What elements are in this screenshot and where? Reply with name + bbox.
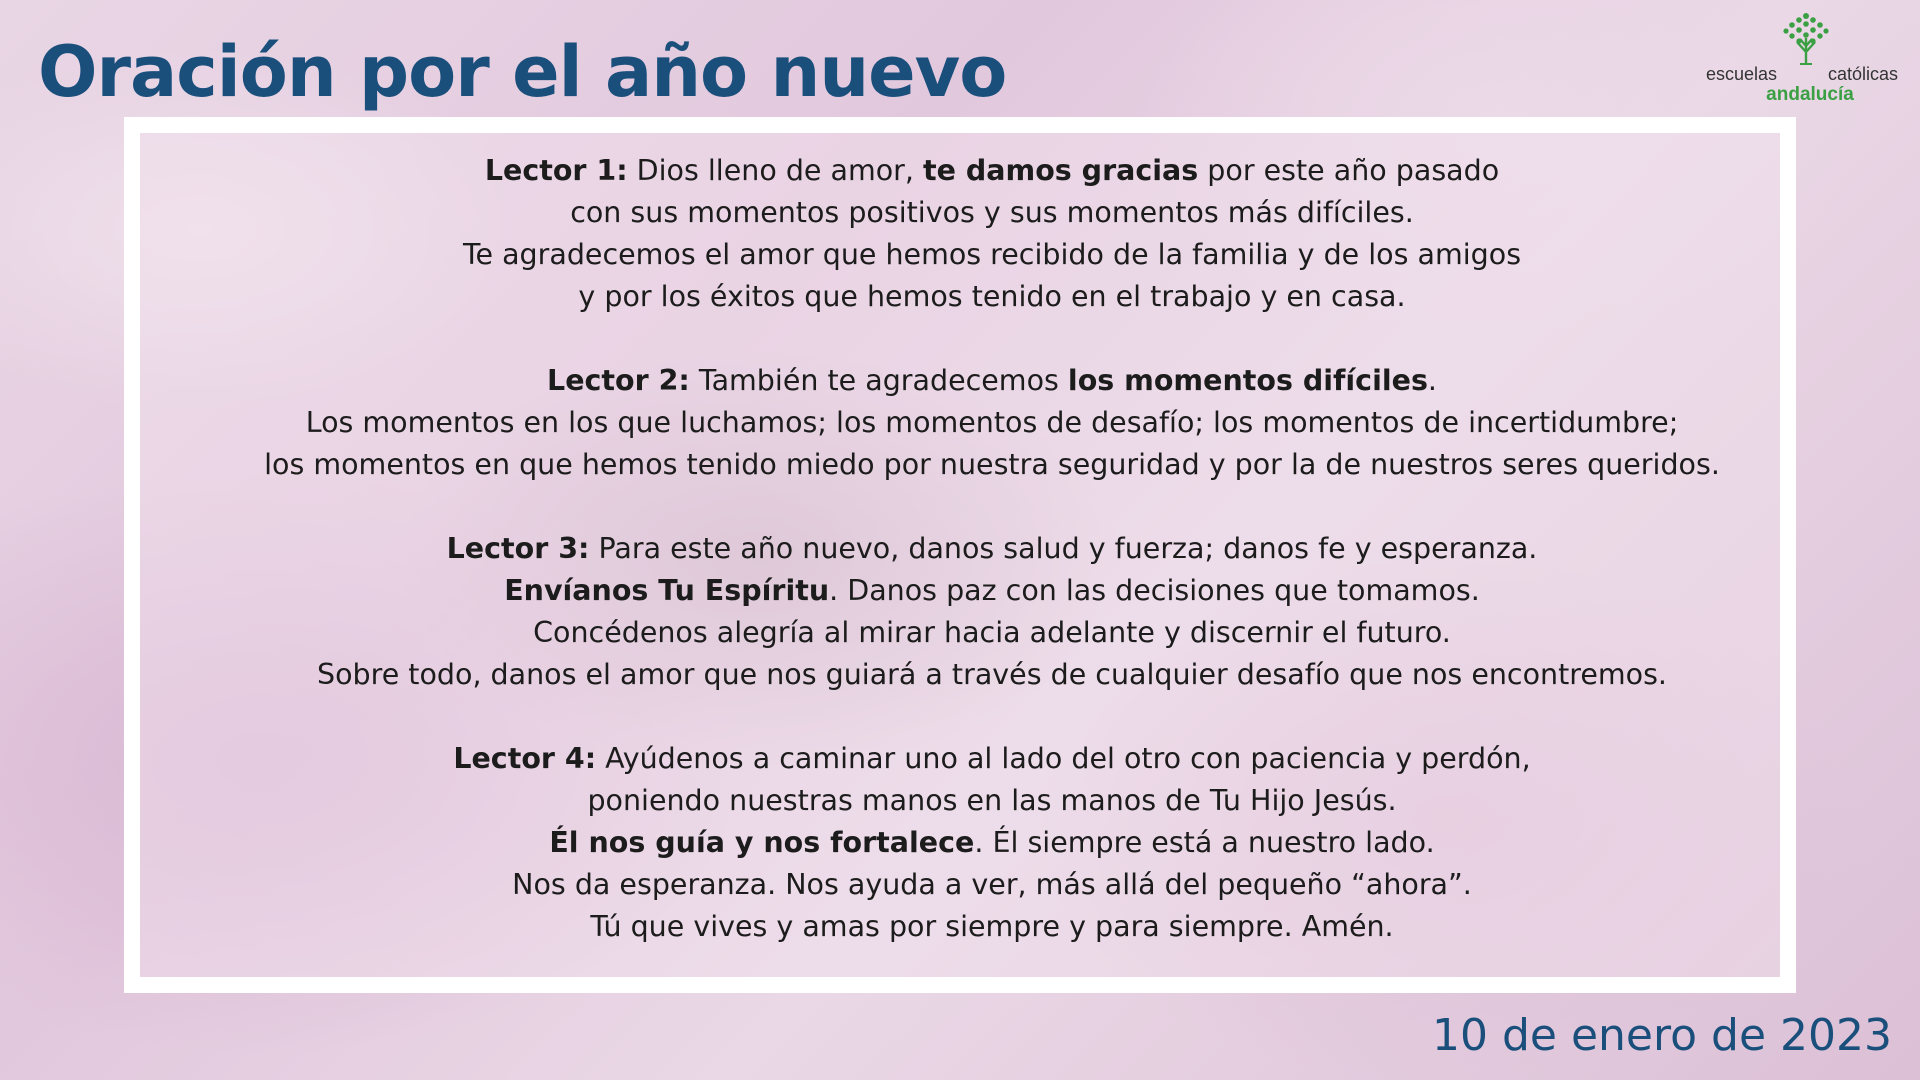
tree-icon: [1780, 12, 1832, 66]
line-text: Ayúdenos a caminar uno al lado del otro con paciencia y perdón,: [596, 742, 1531, 775]
stanza-lector-4: [140, 738, 1844, 948]
line-text: También te agradecemos: [689, 364, 1068, 397]
emphasis-text: Envíanos Tu Espíritu: [504, 574, 830, 607]
emphasis-text: te damos gracias: [923, 154, 1199, 187]
prayer-text: [140, 150, 1844, 990]
line-text: . Él siempre está a nuestro lado.: [974, 826, 1435, 859]
prayer-line: poniendo nuestras manos en las manos de Tu Hijo Jesús.: [587, 784, 1397, 817]
prayer-line: [140, 822, 1844, 864]
logo-word-escuelas: escuelas: [1706, 64, 1778, 84]
prayer-line: [140, 150, 1844, 192]
line-text: Dios lleno de amor,: [627, 154, 924, 187]
stanza-lector-1: [140, 150, 1844, 318]
reader-label: Lector 4:: [453, 742, 597, 775]
escuelas-catolicas-logo: [1700, 12, 1910, 107]
line-text: por este año pasado: [1198, 154, 1500, 187]
date-label: 10 de enero de 2023: [1432, 1010, 1892, 1061]
prayer-line: y por los éxitos que hemos tenido en el trabajo y en casa.: [578, 280, 1406, 313]
stanza-lector-3: [140, 528, 1844, 696]
prayer-line: con sus momentos positivos y sus momentos más difíciles.: [570, 196, 1414, 229]
page-title: Oración por el año nuevo: [38, 31, 1007, 113]
reader-label: Lector 1:: [484, 154, 628, 187]
logo-word-catolicas: católicas: [1828, 64, 1899, 84]
prayer-line: Los momentos en los que luchamos; los momentos de desafío; los momentos de incertidumbre;: [305, 406, 1679, 439]
prayer-line: [140, 570, 1844, 612]
line-text: Para este año nuevo, danos salud y fuerza; danos fe y esperanza.: [589, 532, 1538, 565]
reader-label: Lector 3:: [446, 532, 590, 565]
prayer-line: Concédenos alegría al mirar hacia adelante y discernir el futuro.: [533, 616, 1451, 649]
prayer-line: [140, 360, 1844, 402]
emphasis-text: los momentos difíciles: [1067, 364, 1428, 397]
prayer-line: Te agradecemos el amor que hemos recibido de la familia y de los amigos: [462, 238, 1522, 271]
stanza-lector-2: [140, 360, 1844, 486]
emphasis-text: Él nos guía y nos fortalece: [549, 826, 975, 859]
prayer-line: [140, 528, 1844, 570]
prayer-line: Tú que vives y amas por siempre y para siempre. Amén.: [590, 910, 1394, 943]
prayer-line: Nos da esperanza. Nos ayuda a ver, más allá del pequeño “ahora”.: [512, 868, 1472, 901]
prayer-line: [140, 738, 1844, 780]
reader-label: Lector 2:: [547, 364, 690, 397]
prayer-line: los momentos en que hemos tenido miedo por nuestra seguridad y por la de nuestros seres queridos.: [264, 448, 1720, 481]
line-text: . Danos paz con las decisiones que tomamos.: [829, 574, 1480, 607]
prayer-line: Sobre todo, danos el amor que nos guiará a través de cualquier desafío que nos encontremos.: [317, 658, 1667, 691]
line-text: .: [1427, 364, 1437, 397]
logo-region: andalucía: [1766, 84, 1854, 105]
